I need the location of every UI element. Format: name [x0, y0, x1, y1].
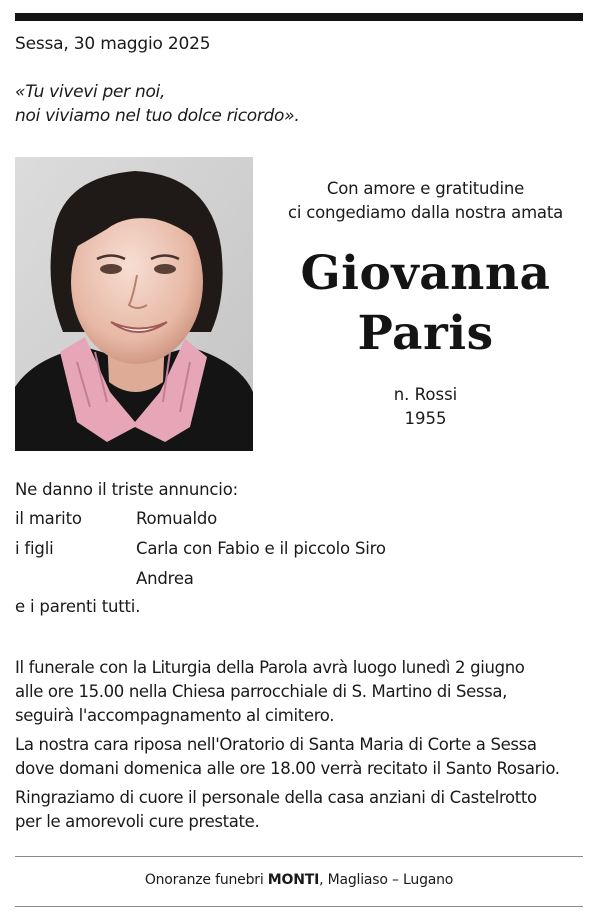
birth-year: 1955	[404, 409, 447, 428]
portrait-illustration	[15, 157, 253, 451]
quote-line: noi viviamo nel tuo dolce ricordo».	[15, 106, 300, 126]
top-rule	[15, 13, 583, 21]
intro-line: Con amore e gratitudine	[326, 179, 525, 198]
memorial-quote	[15, 80, 299, 128]
family-names: Romualdo	[136, 509, 218, 528]
viewing-paragraph	[15, 733, 585, 781]
place-date: Sessa, 30 maggio 2025	[15, 34, 211, 54]
paragraph-line: seguirà l'accompagnamento al cimitero.	[15, 706, 335, 725]
family-role: i figli	[15, 539, 54, 558]
maiden-name: n. Rossi	[393, 385, 458, 404]
first-name: Giovanna	[300, 246, 551, 301]
family-row	[15, 567, 585, 597]
family-role: il marito	[15, 509, 82, 528]
paragraph-line: alle ore 15.00 nella Chiesa parrocchiale di S. Martino di Sessa,	[15, 682, 508, 701]
last-name: Paris	[357, 306, 494, 361]
family-row	[15, 507, 585, 537]
footer-location: , Magliaso – Lugano	[319, 872, 454, 888]
paragraph-line: Ringraziamo di cuore il personale della casa anziani di Castelrotto	[15, 788, 537, 807]
quote-line: «Tu vivevi per noi,	[15, 82, 166, 102]
intro-line: ci congediamo dalla nostra amata	[287, 203, 564, 222]
paragraph-line: La nostra cara riposa nell'Oratorio di Santa Maria di Corte a Sessa	[15, 735, 537, 754]
funeral-home-name: MONTI	[267, 872, 320, 888]
birth-details	[268, 383, 583, 431]
family-names: Andrea	[136, 569, 194, 588]
thanks-paragraph	[15, 786, 585, 834]
funeral-paragraph	[15, 656, 585, 728]
service-details	[15, 656, 585, 839]
paragraph-line: per le amorevoli cure prestate.	[15, 812, 260, 831]
family-row	[15, 537, 585, 567]
funeral-home-credit	[15, 872, 583, 888]
deceased-name	[268, 244, 583, 364]
family-names: Carla con Fabio e il piccolo Siro	[136, 539, 386, 558]
footer-prefix: Onoranze funebri	[144, 872, 268, 888]
footer-divider-bottom	[15, 906, 583, 907]
intro-text	[268, 177, 583, 225]
paragraph-line: dove domani domenica alle ore 18.00 verrà recitato il Santo Rosario.	[15, 759, 560, 778]
announcement-heading: Ne danno il triste annuncio:	[15, 480, 238, 499]
portrait-photo	[15, 157, 253, 451]
footer-divider-top	[15, 856, 583, 857]
relatives-line: e i parenti tutti.	[15, 597, 141, 616]
family-list	[15, 507, 585, 597]
paragraph-line: Il funerale con la Liturgia della Parola avrà luogo lunedì 2 giugno	[15, 658, 525, 677]
